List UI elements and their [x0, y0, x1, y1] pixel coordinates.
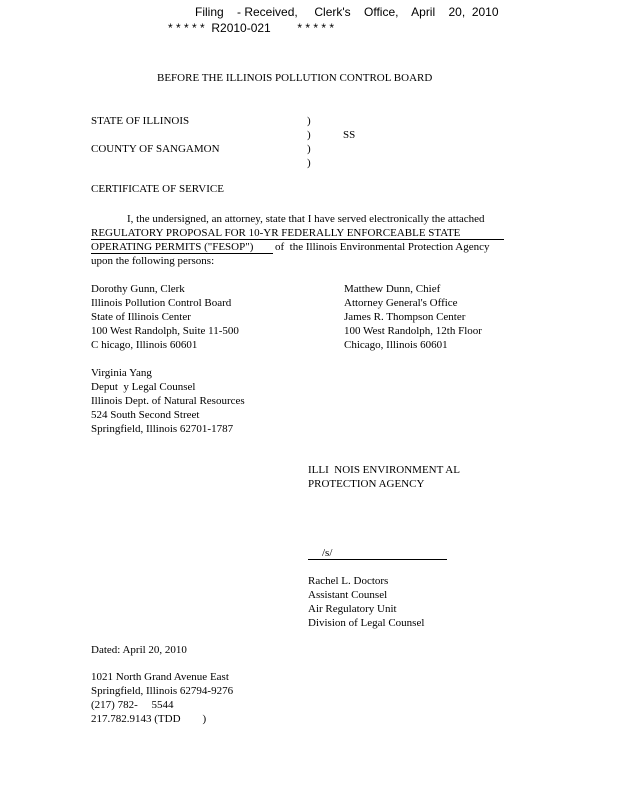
- venue-paren: ): [307, 115, 311, 127]
- address-line: Springfield, Illinois 62794-9276: [91, 685, 234, 697]
- venue-ss: SS: [343, 129, 356, 141]
- recipient-line: 100 West Randolph, 12th Floor: [344, 325, 482, 337]
- docket-number: * * * * * R2010-021 * * * * *: [168, 21, 335, 35]
- recipient-line: Illinois Dept. of Natural Resources: [91, 395, 245, 407]
- signer-title: Assistant Counsel: [308, 589, 388, 601]
- body-line: I, the undersigned, an attorney, state that I have served electronically the attached: [127, 213, 485, 225]
- agency-name: PROTECTION AGENCY: [308, 478, 425, 490]
- recipient-line: C hicago, Illinois 60601: [91, 339, 198, 351]
- date-line: Dated: April 20, 2010: [91, 644, 187, 656]
- signature: /s/: [322, 547, 333, 559]
- proposal-title-line: OPERATING PERMITS ("FESOP"): [91, 241, 254, 253]
- body-line: upon the following persons:: [91, 255, 215, 267]
- proposal-underline: [91, 241, 273, 254]
- venue-state: STATE OF ILLINOIS: [91, 115, 190, 127]
- recipient-line: Matthew Dunn, Chief: [344, 283, 441, 295]
- agency-name: ILLI NOIS ENVIRONMENT AL: [308, 464, 460, 476]
- recipient-line: State of Illinois Center: [91, 311, 191, 323]
- recipient-line: Springfield, Illinois 62701-1787: [91, 423, 234, 435]
- venue-paren: ): [307, 143, 311, 155]
- recipient-line: 524 South Second Street: [91, 409, 200, 421]
- signer-unit: Air Regulatory Unit: [308, 603, 397, 615]
- venue-paren: ): [307, 157, 311, 169]
- recipient-line: Attorney General's Office: [344, 297, 458, 309]
- recipient-line: 100 West Randolph, Suite 11-500: [91, 325, 239, 337]
- signer-division: Division of Legal Counsel: [308, 617, 425, 629]
- tdd-line: 217.782.9143 (TDD ): [91, 713, 207, 725]
- recipient-line: Illinois Pollution Control Board: [91, 297, 232, 309]
- proposal-title-line: REGULATORY PROPOSAL FOR 10-YR FEDERALLY ENFORCEABLE STATE: [91, 227, 461, 239]
- proposal-underline: [91, 227, 504, 240]
- address-line: 1021 North Grand Avenue East: [91, 671, 229, 683]
- certificate-title: CERTIFICATE OF SERVICE: [91, 183, 224, 195]
- phone-line: (217) 782- 5544: [91, 699, 174, 711]
- recipient-line: Dorothy Gunn, Clerk: [91, 283, 185, 295]
- recipient-line: Virginia Yang: [91, 367, 152, 379]
- board-title: BEFORE THE ILLINOIS POLLUTION CONTROL BOARD: [157, 72, 433, 84]
- recipient-line: Chicago, Illinois 60601: [344, 339, 448, 351]
- filing-stamp: Filing - Received, Clerk's Office, April 20, 2010: [195, 5, 499, 19]
- signer-name: Rachel L. Doctors: [308, 575, 389, 587]
- venue-county: COUNTY OF SANGAMON: [91, 143, 220, 155]
- recipient-line: James R. Thompson Center: [344, 311, 466, 323]
- venue-paren: ): [307, 129, 311, 141]
- body-line: of the Illinois Environmental Protection Agency: [275, 241, 490, 253]
- recipient-line: Deput y Legal Counsel: [91, 381, 196, 393]
